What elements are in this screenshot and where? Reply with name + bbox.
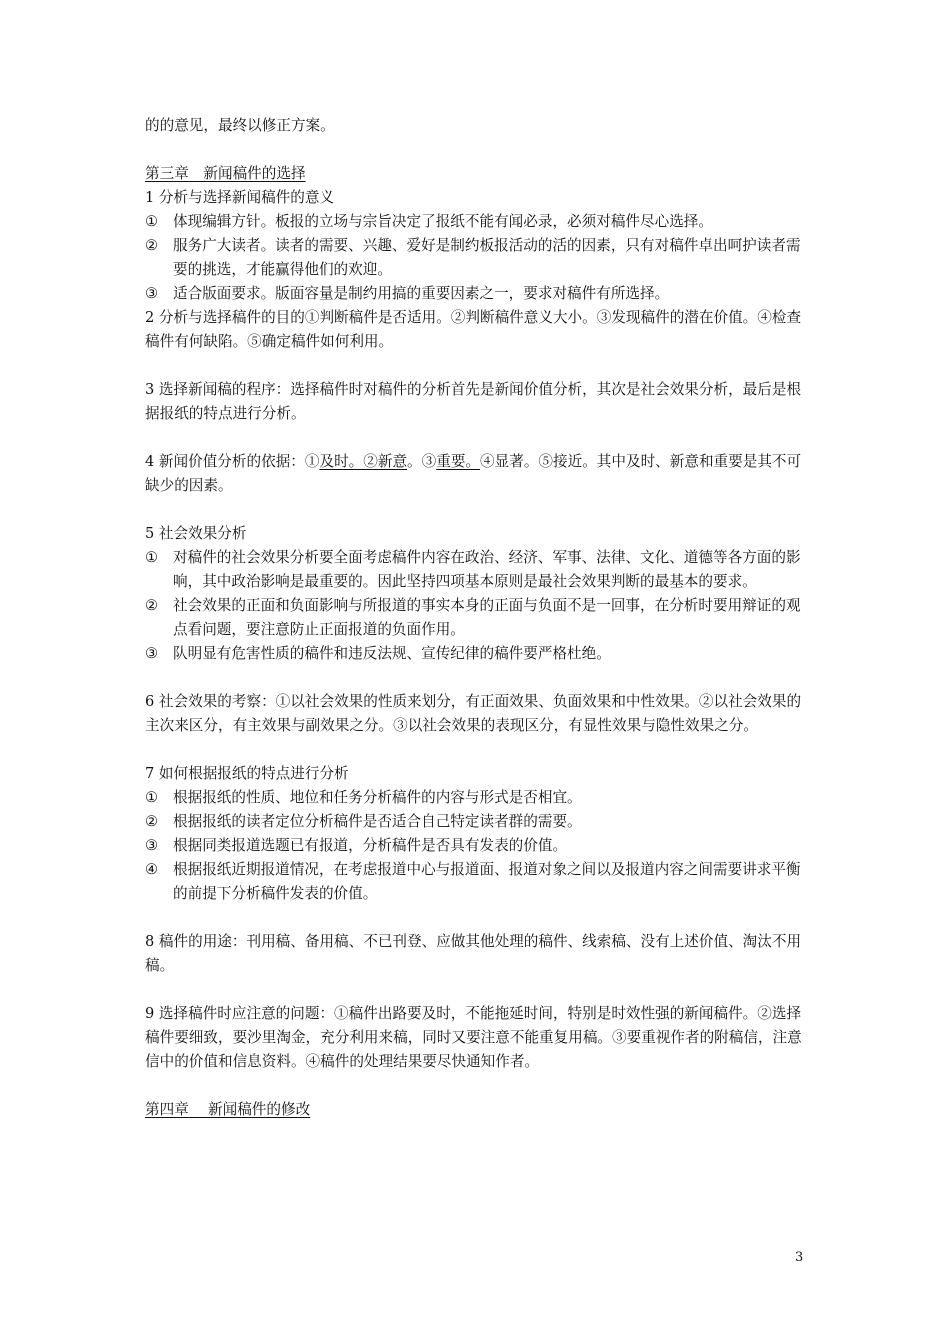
section-3-paragraph: 3 选择新闻稿的程序：选择稿件时对稿件的分析首先是新闻价值分析，其次是社会效果分析，最后是根据报纸的特点进行分析。 <box>145 381 802 422</box>
list-item: ③ 根据同类报道选题已有报道，分析稿件是否具有发表的价值。 <box>145 837 568 854</box>
section-8-paragraph: 8 稿件的用途：刊用稿、备用稿、不已刊登、应做其他处理的稿件、线索稿、没有上述价值、淘汰不用稿。 <box>145 933 802 974</box>
list-item: ② 社会效果的正面和负面影响与所报道的事实本身的正面与负面不是一回事，在分析时要用辩证的观点看问题，要注意防止正面报道的负面作用。 <box>145 597 801 638</box>
list-item: ② 根据报纸的读者定位分析稿件是否适合自己特定读者群的需要。 <box>145 813 582 830</box>
section-9-paragraph: 9 选择稿件时应注意的问题：①稿件出路要及时，不能拖延时间，特别是时效性强的新闻稿件。②选择稿件要细致，要沙里淘金，充分利用来稿，同时又要注意不能重复用稿。③要重视作者的附稿信，注意信中的价值和信息资料。④稿件的处理结果要尽快通知作者。 <box>145 1005 802 1070</box>
section-4-paragraph: 4 新闻价值分析的依据：①及时。②新意。③重要。④显著。⑤接近。其中及时、新意和重要是其不可缺少的因素。 <box>145 453 802 494</box>
list-item: ① 体现编辑方针。板报的立场与宗旨决定了报纸不能有闻必录，必须对稿件尽心选择。 <box>145 213 713 230</box>
intro-tail: 的的意见，最终以修正方案。 <box>145 117 335 134</box>
section-5-heading: 5 社会效果分析 <box>145 525 247 542</box>
chapter-3-title: 第三章 新闻稿件的选择 <box>145 165 306 182</box>
list-item: ① 对稿件的社会效果分析要全面考虑稿件内容在政治、经济、军事、法律、文化、道德等各方面的影响，其中政治影响是最重要的。因此坚持四项基本原则是最社会效果判断的最基本的要求。 <box>145 549 801 590</box>
list-item: ① 根据报纸的性质、地位和任务分析稿件的内容与形式是否相宜。 <box>145 789 582 806</box>
document-page <box>145 114 810 1122</box>
list-item: ③ 适合版面要求。版面容量是制约用搞的重要因素之一，要求对稿件有所选择。 <box>145 285 670 302</box>
section-2-paragraph: 2 分析与选择稿件的目的①判断稿件是否适用。②判断稿件意义大小。③发现稿件的潜在价值。④检查稿件有何缺陷。⑤确定稿件如何利用。 <box>145 309 802 350</box>
section-7-heading: 7 如何根据报纸的特点进行分析 <box>145 765 349 782</box>
list-item: ② 服务广大读者。读者的需要、兴趣、爱好是制约板报活动的活的因素，只有对稿件卓出呵护读者需要的挑选，才能赢得他们的欢迎。 <box>145 237 801 278</box>
list-item: ③ 队明显有危害性质的稿件和违反法规、宣传纪律的稿件要严格杜绝。 <box>145 645 611 662</box>
section-1-heading: 1 分析与选择新闻稿件的意义 <box>145 189 335 206</box>
section-6-paragraph: 6 社会效果的考察：①以社会效果的性质来划分，有正面效果、负面效果和中性效果。②以社会效果的主次来区分，有主效果与副效果之分。③以社会效果的表现区分，有显性效果与隐性效果之分。 <box>145 693 802 734</box>
chapter-4-title: 第四章 新闻稿件的修改 <box>145 1101 311 1118</box>
list-item: ④ 根据报纸近期报道情况，在考虑报道中心与报道面、报道对象之间以及报道内容之间需要讲求平衡的前提下分析稿件发表的价值。 <box>145 861 801 902</box>
page-number: 3 <box>795 1250 804 1265</box>
